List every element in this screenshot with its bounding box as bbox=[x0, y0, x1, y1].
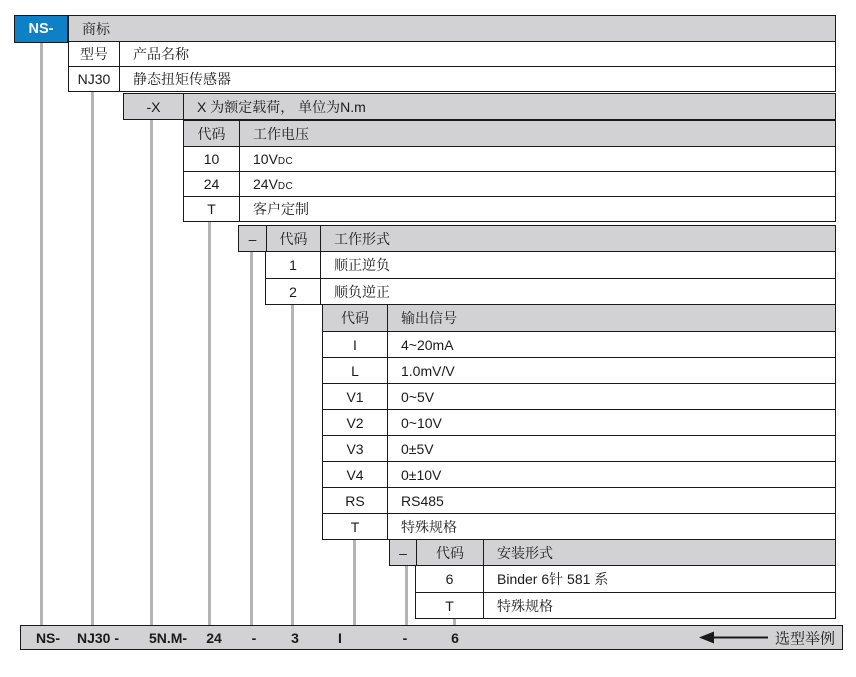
model-code-cell: NJ30 bbox=[77, 71, 111, 87]
code-cell: 24 bbox=[203, 176, 220, 192]
voltage-label-header: 工作电压 bbox=[239, 121, 835, 146]
value-cell: Binder 6针 581 系 bbox=[483, 566, 835, 592]
example-item: - bbox=[251, 629, 257, 646]
rated-load-table bbox=[123, 93, 836, 120]
unit-subscript: DC bbox=[277, 180, 293, 192]
table-row bbox=[124, 94, 835, 119]
value-cell: 特殊规格 bbox=[387, 514, 835, 539]
work-mode-code-header: 代码 bbox=[266, 226, 320, 251]
example-item: NJ30 - bbox=[76, 629, 120, 646]
table-row bbox=[69, 16, 835, 41]
code-cell: I bbox=[353, 336, 357, 353]
code-cell: V4 bbox=[346, 466, 364, 483]
connector-line-output bbox=[353, 539, 356, 627]
table-row bbox=[416, 566, 835, 592]
output-code-header: 代码 bbox=[341, 310, 369, 326]
table-row bbox=[184, 196, 835, 221]
table-row bbox=[184, 171, 835, 196]
table-row bbox=[323, 331, 835, 357]
code-cell: 2 bbox=[289, 283, 297, 300]
work-mode-label-header: 工作形式 bbox=[320, 226, 835, 251]
code-cell: 6 bbox=[445, 571, 454, 587]
example-item: 6 bbox=[451, 629, 459, 646]
dash-cell: – bbox=[399, 544, 407, 561]
table-row bbox=[239, 226, 835, 251]
value-cell: 1.0mV/V bbox=[387, 358, 835, 383]
unit-subscript: DC bbox=[277, 155, 293, 167]
code-cell: V1 bbox=[346, 388, 364, 405]
mount-code-header: 代码 bbox=[416, 540, 483, 565]
value-cell: 顺负逆正 bbox=[320, 279, 835, 304]
mount-header bbox=[389, 539, 836, 566]
code-cell: RS bbox=[345, 492, 365, 509]
value-cell: 特殊规格 bbox=[483, 593, 835, 618]
brand-prefix-box bbox=[14, 15, 68, 43]
brand-model-table bbox=[68, 15, 836, 92]
example-pointer bbox=[699, 627, 835, 648]
output-signal-table bbox=[322, 304, 836, 540]
work-mode-rows bbox=[265, 251, 836, 305]
table-row bbox=[323, 487, 835, 513]
model-col-header: 型号 bbox=[80, 46, 108, 62]
connector-line-load bbox=[150, 119, 153, 627]
brand-header-cell: 商标 bbox=[82, 20, 110, 37]
load-code-cell: -X bbox=[146, 98, 161, 115]
value-cell: 4~20mA bbox=[387, 332, 835, 357]
table-row bbox=[323, 513, 835, 539]
code-cell: T bbox=[350, 518, 360, 535]
code-cell: 1 bbox=[289, 257, 297, 273]
table-row bbox=[323, 383, 835, 409]
output-label-header: 输出信号 bbox=[387, 305, 835, 331]
example-item: 3 bbox=[291, 629, 299, 646]
brand-prefix-label: NS- bbox=[28, 21, 54, 37]
table-row bbox=[390, 540, 835, 565]
dash-cell: – bbox=[248, 230, 257, 247]
example-label: 选型举例 bbox=[774, 630, 835, 647]
connector-line-dash2 bbox=[405, 565, 408, 627]
table-row bbox=[323, 435, 835, 461]
connector-line-model bbox=[91, 92, 94, 627]
work-mode-header bbox=[238, 225, 836, 252]
value-cell: 客户定制 bbox=[239, 197, 835, 221]
value-cell: 0~5V bbox=[387, 384, 835, 409]
table-row bbox=[184, 121, 835, 146]
connector-line-work-mode bbox=[291, 304, 294, 627]
table-row bbox=[69, 66, 835, 91]
value-cell: 0±5V bbox=[387, 436, 835, 461]
table-row bbox=[184, 146, 835, 171]
example-item: NS- bbox=[35, 629, 61, 646]
table-row bbox=[266, 252, 835, 278]
table-row bbox=[416, 592, 835, 618]
value-cell: 0±10V bbox=[387, 462, 835, 487]
example-item: - bbox=[402, 629, 408, 646]
example-item: I bbox=[338, 629, 342, 646]
connector-line-brand bbox=[40, 41, 43, 627]
value-cell: 顺正逆负 bbox=[320, 252, 835, 278]
table-row bbox=[323, 409, 835, 435]
load-desc-cell: X 为额定载荷， 单位为N.m bbox=[183, 94, 835, 119]
voltage-code-header: 代码 bbox=[197, 125, 226, 142]
table-row bbox=[323, 357, 835, 383]
code-cell: 10 bbox=[203, 151, 220, 167]
example-item: 24 bbox=[206, 629, 222, 646]
value-cell: 10V DC bbox=[239, 147, 835, 171]
table-row bbox=[323, 305, 835, 331]
voltage-table bbox=[183, 120, 836, 222]
connector-line-voltage bbox=[208, 222, 211, 627]
code-cell: T bbox=[207, 201, 216, 217]
mount-rows bbox=[415, 565, 836, 619]
value-cell: 0~10V bbox=[387, 410, 835, 435]
mount-label-header: 安装形式 bbox=[483, 540, 835, 565]
table-row bbox=[69, 41, 835, 66]
example-item: 5N.M- bbox=[148, 629, 188, 646]
code-cell: L bbox=[351, 362, 359, 379]
name-col-header: 产品名称 bbox=[119, 42, 835, 66]
value-cell: 24V DC bbox=[239, 172, 835, 196]
arrow-shaft bbox=[712, 636, 768, 639]
table-row bbox=[323, 461, 835, 487]
ordering-example-bar bbox=[20, 625, 843, 650]
connector-line-dash1 bbox=[250, 251, 253, 627]
value-cell: RS485 bbox=[387, 488, 835, 513]
code-cell: V3 bbox=[346, 440, 364, 457]
code-cell: T bbox=[445, 597, 454, 614]
code-cell: V2 bbox=[346, 414, 364, 431]
model-name-cell: 静态扭矩传感器 bbox=[119, 67, 835, 91]
table-row bbox=[266, 278, 835, 304]
